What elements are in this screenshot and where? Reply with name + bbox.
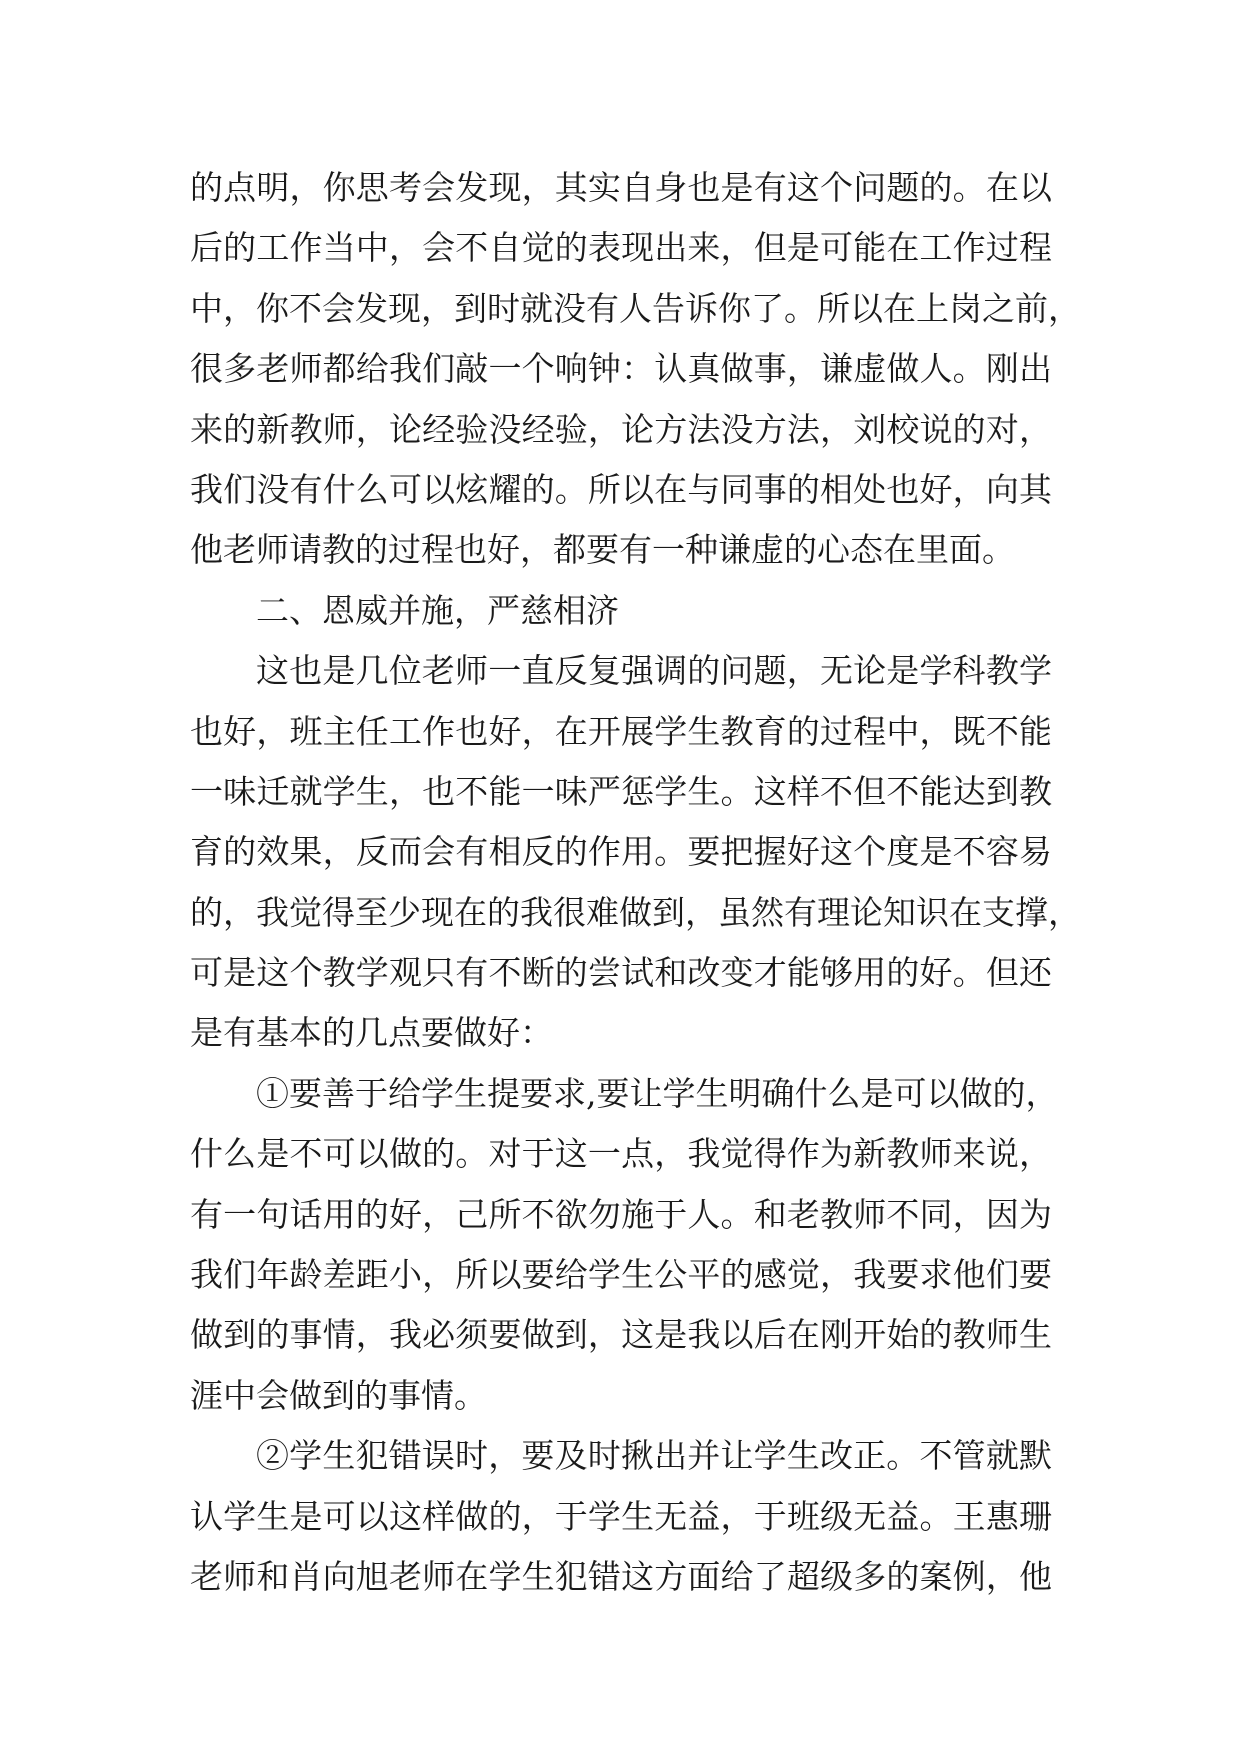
text-line: 我们年龄差距小，所以要给学生公平的感觉，我要求他们要 — [190, 1255, 1052, 1295]
text-line: 育的效果，反而会有相反的作用。要把握好这个度是不容易 — [190, 832, 1052, 872]
text-line: 一味迁就学生，也不能一味严惩学生。这样不但不能达到教 — [190, 771, 1052, 811]
text-line: ②学生犯错误时，要及时揪出并让学生改正。不管就默 — [256, 1436, 1052, 1476]
text-line: 认学生是可以这样做的，于学生无益，于班级无益。王惠珊 — [190, 1496, 1052, 1536]
text-line: 中，你不会发现，到时就没有人告诉你了。所以在上岗之前， — [190, 288, 1081, 328]
text-line: 来的新教师，论经验没经验，论方法没方法，刘校说的对， — [190, 409, 1052, 449]
text-line: 可是这个教学观只有不断的尝试和改变才能够用的好。但还 — [190, 953, 1052, 993]
section-heading: 二、恩威并施，严慈相济 — [256, 590, 619, 630]
text-line: 这也是几位老师一直反复强调的问题，无论是学科教学 — [256, 651, 1052, 691]
text-line: 什么是不可以做的。对于这一点，我觉得作为新教师来说， — [190, 1134, 1052, 1174]
text-line: 涯中会做到的事情。 — [190, 1375, 487, 1415]
text-line: 也好，班主任工作也好，在开展学生教育的过程中，既不能 — [190, 711, 1052, 751]
text-line: 老师和肖向旭老师在学生犯错这方面给了超级多的案例，他 — [190, 1556, 1052, 1596]
body-text — [190, 158, 1081, 1607]
text-line: 是有基本的几点要做好： — [190, 1013, 553, 1053]
text-line: 他老师请教的过程也好，都要有一种谦虚的心态在里面。 — [190, 530, 1015, 570]
text-line: ①要善于给学生提要求,要让学生明确什么是可以做的， — [256, 1073, 1059, 1113]
text-line: 有一句话用的好，己所不欲勿施于人。和老教师不同，因为 — [190, 1194, 1052, 1234]
text-line: 的，我觉得至少现在的我很难做到，虽然有理论知识在支撑， — [190, 892, 1081, 932]
text-line: 我们没有什么可以炫耀的。所以在与同事的相处也好，向其 — [190, 469, 1052, 509]
text-line: 做到的事情，我必须要做到，这是我以后在刚开始的教师生 — [190, 1315, 1052, 1355]
text-line: 后的工作当中，会不自觉的表现出来，但是可能在工作过程 — [190, 228, 1052, 268]
text-line: 很多老师都给我们敲一个响钟：认真做事，谦虚做人。刚出 — [190, 349, 1052, 389]
text-line: 的点明，你思考会发现，其实自身也是有这个问题的。在以 — [190, 168, 1052, 207]
